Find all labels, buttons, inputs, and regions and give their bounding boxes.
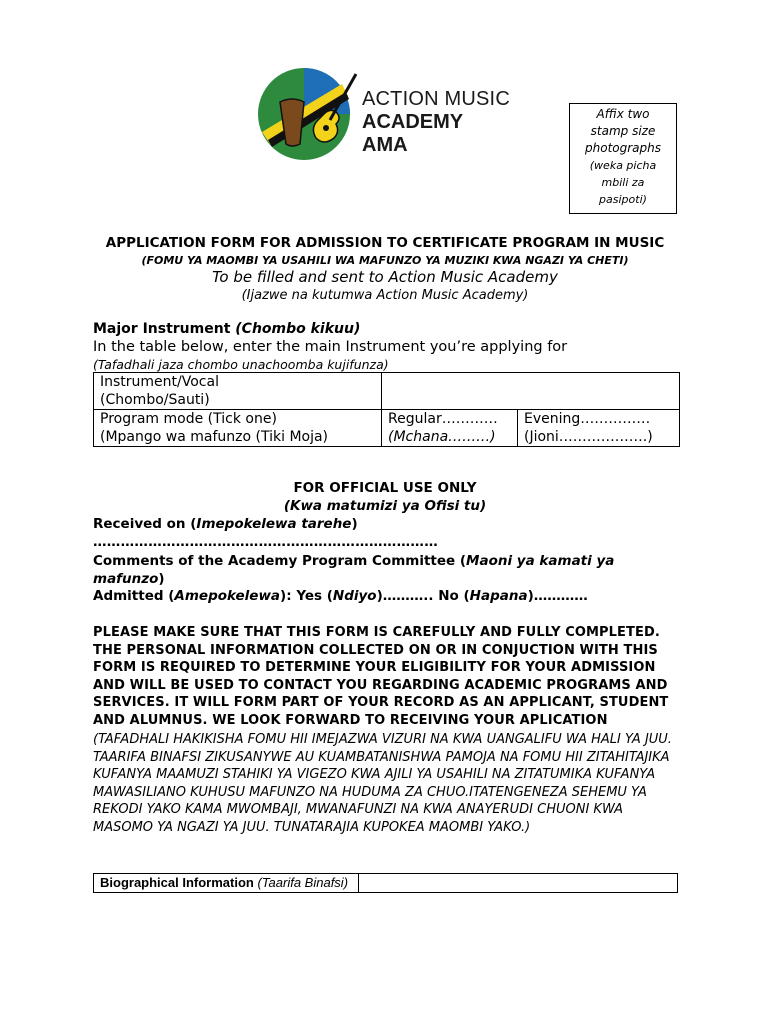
photo-box (569, 103, 677, 214)
regular-option-cell[interactable] (382, 410, 518, 447)
received-on-close: ) (351, 516, 358, 532)
regular-option: Regular………… (388, 411, 498, 427)
major-instrument-heading (93, 321, 360, 337)
no-label: )……….. No ( (376, 588, 470, 604)
received-on-label-swahili: Imepokelewa tarehe (196, 516, 352, 532)
admitted-label-swahili: Amepokelewa (174, 588, 281, 604)
no-label-swahili: Hapana (469, 588, 528, 604)
filled-instruction-swahili: (Ijazwe na kutumwa Action Music Academy) (241, 288, 529, 303)
table-row (94, 410, 680, 447)
program-mode-label-cell (94, 410, 382, 447)
logo-line-3: AMA (362, 134, 408, 156)
evening-option: Evening…………… (524, 411, 651, 427)
table-row (94, 874, 678, 893)
logo-line-2: ACADEMY (362, 111, 464, 133)
instrument-input-cell[interactable] (382, 373, 680, 410)
logo-wordmark (362, 88, 510, 157)
received-on-field (93, 516, 358, 532)
comments-close: ) (158, 571, 165, 587)
instrument-label-swahili: (Chombo/Sauti) (100, 392, 210, 408)
comments-label-swahili: Maoni ya kamati ya mafunzo (93, 553, 615, 587)
program-mode-label-swahili: (Mpango wa mafunzo (Tiki Moja) (100, 429, 329, 445)
yes-label: ): Yes ( (280, 588, 333, 604)
instrument-instruction: In the table below, enter the main Instrument you’re applying for (93, 339, 568, 355)
photo-box-line-6: pasipoti) (599, 193, 647, 206)
major-instrument-label-swahili: (Chombo kikuu) (235, 321, 361, 337)
admitted-label: Admitted ( (93, 588, 175, 604)
received-on-dots: ………………………………………………………………… (93, 534, 438, 550)
logo-line-1: ACTION MUSIC (362, 88, 510, 110)
no-dots: )………… (527, 588, 588, 604)
form-title: APPLICATION FORM FOR ADMISSION TO CERTIFICATE PROGRAM IN MUSIC (105, 235, 665, 251)
admitted-field (93, 588, 588, 604)
major-instrument-label: Major Instrument (93, 321, 231, 337)
photo-box-line-3: photographs (585, 141, 661, 155)
committee-comments-field (93, 552, 653, 588)
instrument-table (93, 372, 680, 447)
biographical-table (93, 873, 678, 893)
photo-box-line-4: (weka picha (589, 159, 657, 172)
comments-label: Comments of the Academy Program Committee ( (93, 553, 467, 569)
evening-option-cell[interactable] (518, 410, 680, 447)
photo-box-line-5: mbili za (601, 176, 645, 189)
form-title-swahili: (FOMU YA MAOMBI YA USAHILI WA MAFUNZO YA MUZIKI KWA NGAZI YA CHETI) (141, 254, 629, 267)
biographical-label-swahili: (Taarifa Binafsi) (257, 875, 349, 890)
yes-label-swahili: Ndiyo (332, 588, 377, 604)
instrument-instruction-swahili: (Tafadhali jaza chombo unachoomba kujifunza) (93, 357, 389, 372)
instrument-label: Instrument/Vocal (100, 374, 219, 390)
regular-option-swahili: (Mchana………) (388, 429, 496, 445)
official-use-heading: FOR OFFICIAL USE ONLY (293, 480, 477, 496)
biographical-label: Biographical Information (100, 875, 254, 890)
notice-swahili: (TAFADHALI HAKIKISHA FOMU HII IMEJAZWA VIZURI NA KWA UANGALIFU WA HALI YA JUU. TAARIFA BINAFSI ZIKUSANYWE AU KUAMBATANISHWA PAMOJA NA FOMU HII ZITAHITAJIKA KUFANYA MAAMUZI STAHIKI YA VIGEZO KWA AJILI YA USAHILI NA ZITATUMIKA KUFANYA MAWASILIANO KUHUSU MAFUNZO NA HUDUMA ZA CHUO.ITATENGENEZA SEHEMU YA REKODI YAKO KAMA MWOMBAJI, MWANAFUNZI NA KWA ANAYERUDI CHUONI KWA MASOMO YA NGAZI YA JUU. TUNATARAJIA KUPOKEA MAOMBI YAKO.) (93, 732, 672, 835)
biographical-label-cell (94, 874, 359, 893)
notice-english: PLEASE MAKE SURE THAT THIS FORM IS CAREFULLY AND FULLY COMPLETED. THE PERSONAL INFORMATION COLLECTED ON OR IN CONJUCTION WITH THIS FORM IS REQUIRED TO DETERMINE YOUR ELIGIBILITY FOR YOUR ADMISSION AND WILL BE USED TO CONTACT YOU REGARDING ACADEMIC PROGRAMS AND SERVICES. IT WILL FORM PART OF YOUR RECORD AS AN APPLICANT, STUDENT AND ALUMNUS. WE LOOK FORWARD TO RECEIVING YOUR APLICATION (93, 625, 669, 728)
official-use-heading-swahili: (Kwa matumizi ya Ofisi tu) (283, 498, 487, 514)
received-on-label: Received on ( (93, 516, 197, 532)
photo-box-line-1: Affix two (596, 107, 650, 121)
filled-instruction: To be filled and sent to Action Music Academy (212, 268, 558, 286)
evening-option-swahili: (Jioni……………….) (524, 429, 653, 445)
biographical-input-cell[interactable] (359, 874, 678, 893)
instrument-label-cell (94, 373, 382, 410)
photo-box-line-2: stamp size (590, 124, 656, 138)
table-row (94, 373, 680, 410)
program-mode-label: Program mode (Tick one) (100, 411, 277, 427)
